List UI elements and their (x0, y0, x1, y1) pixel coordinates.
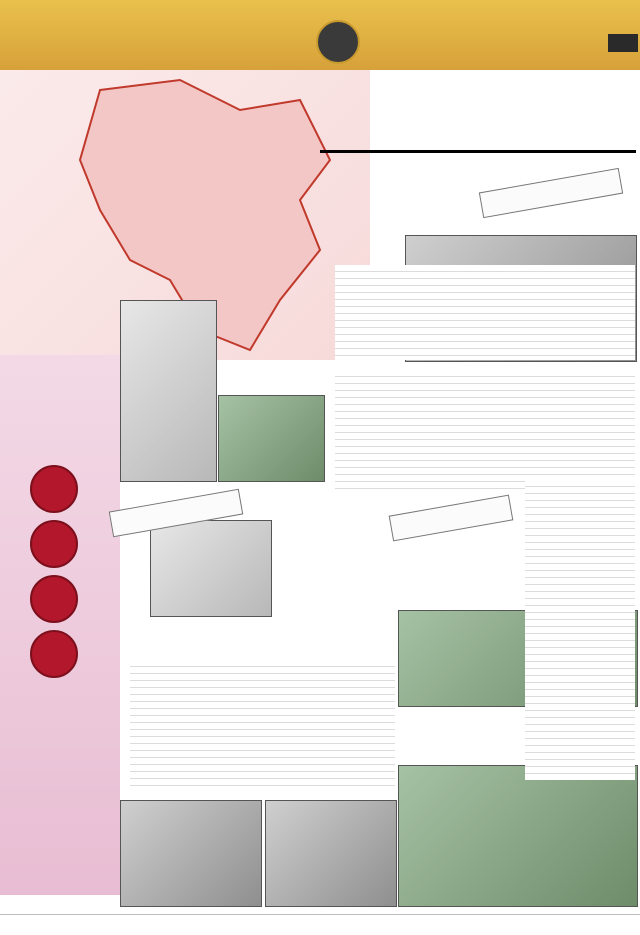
article-2-text (130, 660, 395, 790)
section-band (0, 355, 120, 895)
seal-3 (30, 575, 78, 623)
seal-1 (30, 465, 78, 513)
article-1-text-cont (335, 370, 635, 490)
newspaper-page-photo (150, 520, 272, 617)
group-photo (398, 765, 638, 907)
column-name (360, 24, 480, 54)
masthead (0, 0, 640, 70)
border-marker-photo-1 (120, 800, 262, 907)
article-3-text (525, 480, 635, 780)
interview-photo (218, 395, 325, 482)
border-marker-photo-2 (265, 800, 397, 907)
page-number (608, 34, 638, 52)
newspaper-clipping-photo (120, 300, 217, 482)
anniversary-badge (316, 20, 360, 64)
seal-2 (30, 520, 78, 568)
article-1-text (335, 265, 635, 360)
masthead-title (4, 26, 304, 46)
footer (0, 914, 640, 935)
seal-4 (30, 630, 78, 678)
year-banner-3 (389, 495, 514, 542)
